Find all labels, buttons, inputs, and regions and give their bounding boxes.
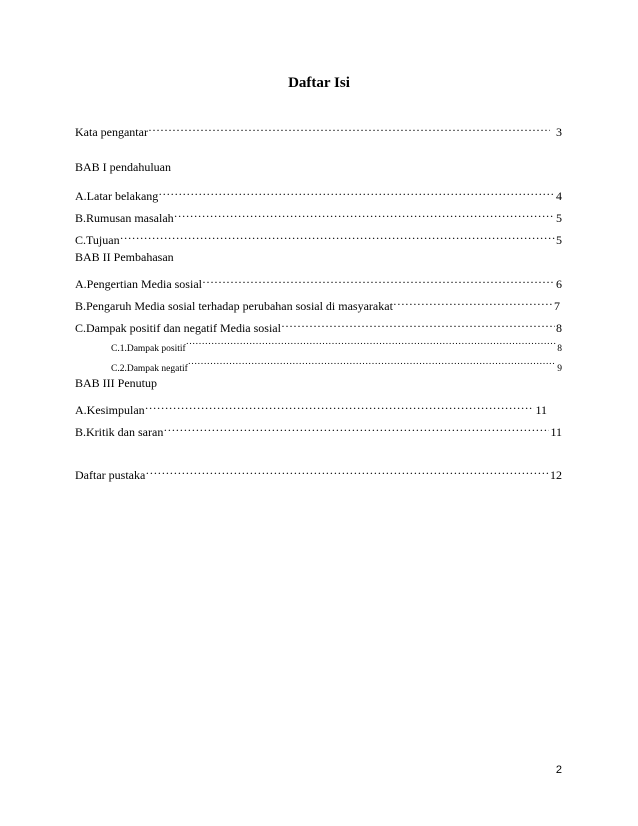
dot-leader [148, 119, 550, 136]
toc-entry-label: B.Pengaruh Media sosial terhadap perubahan sosial di masyarakat [75, 299, 393, 313]
toc-entry-label: C.Dampak positif dan negatif Media sosial [75, 321, 281, 335]
dot-leader [158, 183, 555, 200]
toc-entry-label: A.Latar belakang [75, 189, 159, 203]
toc-entry-label: B.Rumusan masalah [75, 211, 174, 225]
dot-leader [188, 354, 556, 371]
toc-entry-page: 4 [556, 189, 562, 203]
toc-entry [75, 315, 562, 335]
page-title: Daftar Isi [288, 75, 350, 91]
chapter-heading-bab2: BAB II Pembahasan [75, 250, 174, 264]
table-of-contents [75, 0, 562, 826]
dot-leader [202, 271, 555, 288]
dot-leader [145, 462, 549, 479]
toc-entry-label: Daftar pustaka [75, 468, 146, 482]
toc-entry [75, 419, 562, 439]
toc-subentry [111, 354, 562, 374]
toc-subentry [111, 334, 562, 354]
toc-entry [75, 271, 562, 291]
toc-entry [75, 183, 562, 203]
toc-entry-label: A.Pengertian Media sosial [75, 277, 202, 291]
toc-entry [75, 293, 560, 313]
dot-leader [393, 293, 553, 310]
toc-entry-label: C.Tujuan [75, 233, 120, 247]
toc-entry-page: 9 [556, 361, 562, 378]
toc-entry-label: A.Kesimpulan [75, 403, 145, 417]
toc-entry-label: C.2.Dampak negatif [111, 364, 188, 374]
chapter-heading-bab1: BAB I pendahuluan [75, 160, 171, 174]
dot-leader [145, 397, 535, 414]
toc-entry-label: C.1.Dampak positif [111, 344, 186, 354]
toc-entry-page: 11 [550, 425, 562, 439]
toc-entry-label: B.Kritik dan saran [75, 425, 164, 439]
dot-leader [120, 227, 555, 244]
toc-entry-page: 5 [556, 233, 562, 247]
dot-leader [163, 419, 549, 436]
dot-leader [281, 315, 555, 332]
toc-entry-page: 11 [535, 403, 547, 417]
page-number: 2 [555, 764, 562, 776]
toc-entry-page: 7 [554, 299, 560, 313]
dot-leader [186, 334, 557, 351]
chapter-heading-bab3: BAB III Penutup [75, 376, 157, 390]
toc-entry-page: 12 [550, 468, 562, 482]
toc-entry-daftar-pustaka [75, 462, 562, 482]
toc-entry [75, 205, 562, 225]
dot-leader [174, 205, 555, 222]
toc-entry-kata-pengantar [75, 119, 562, 139]
toc-entry-page: 8 [556, 341, 562, 358]
toc-entry-page: 6 [556, 277, 562, 291]
toc-entry-page: 5 [556, 211, 562, 225]
toc-entry-label: Kata pengantar [75, 125, 148, 139]
toc-entry-page: 3 [550, 124, 562, 141]
toc-entry-page: 8 [556, 321, 562, 335]
toc-entry [75, 397, 547, 417]
toc-entry [75, 227, 562, 247]
